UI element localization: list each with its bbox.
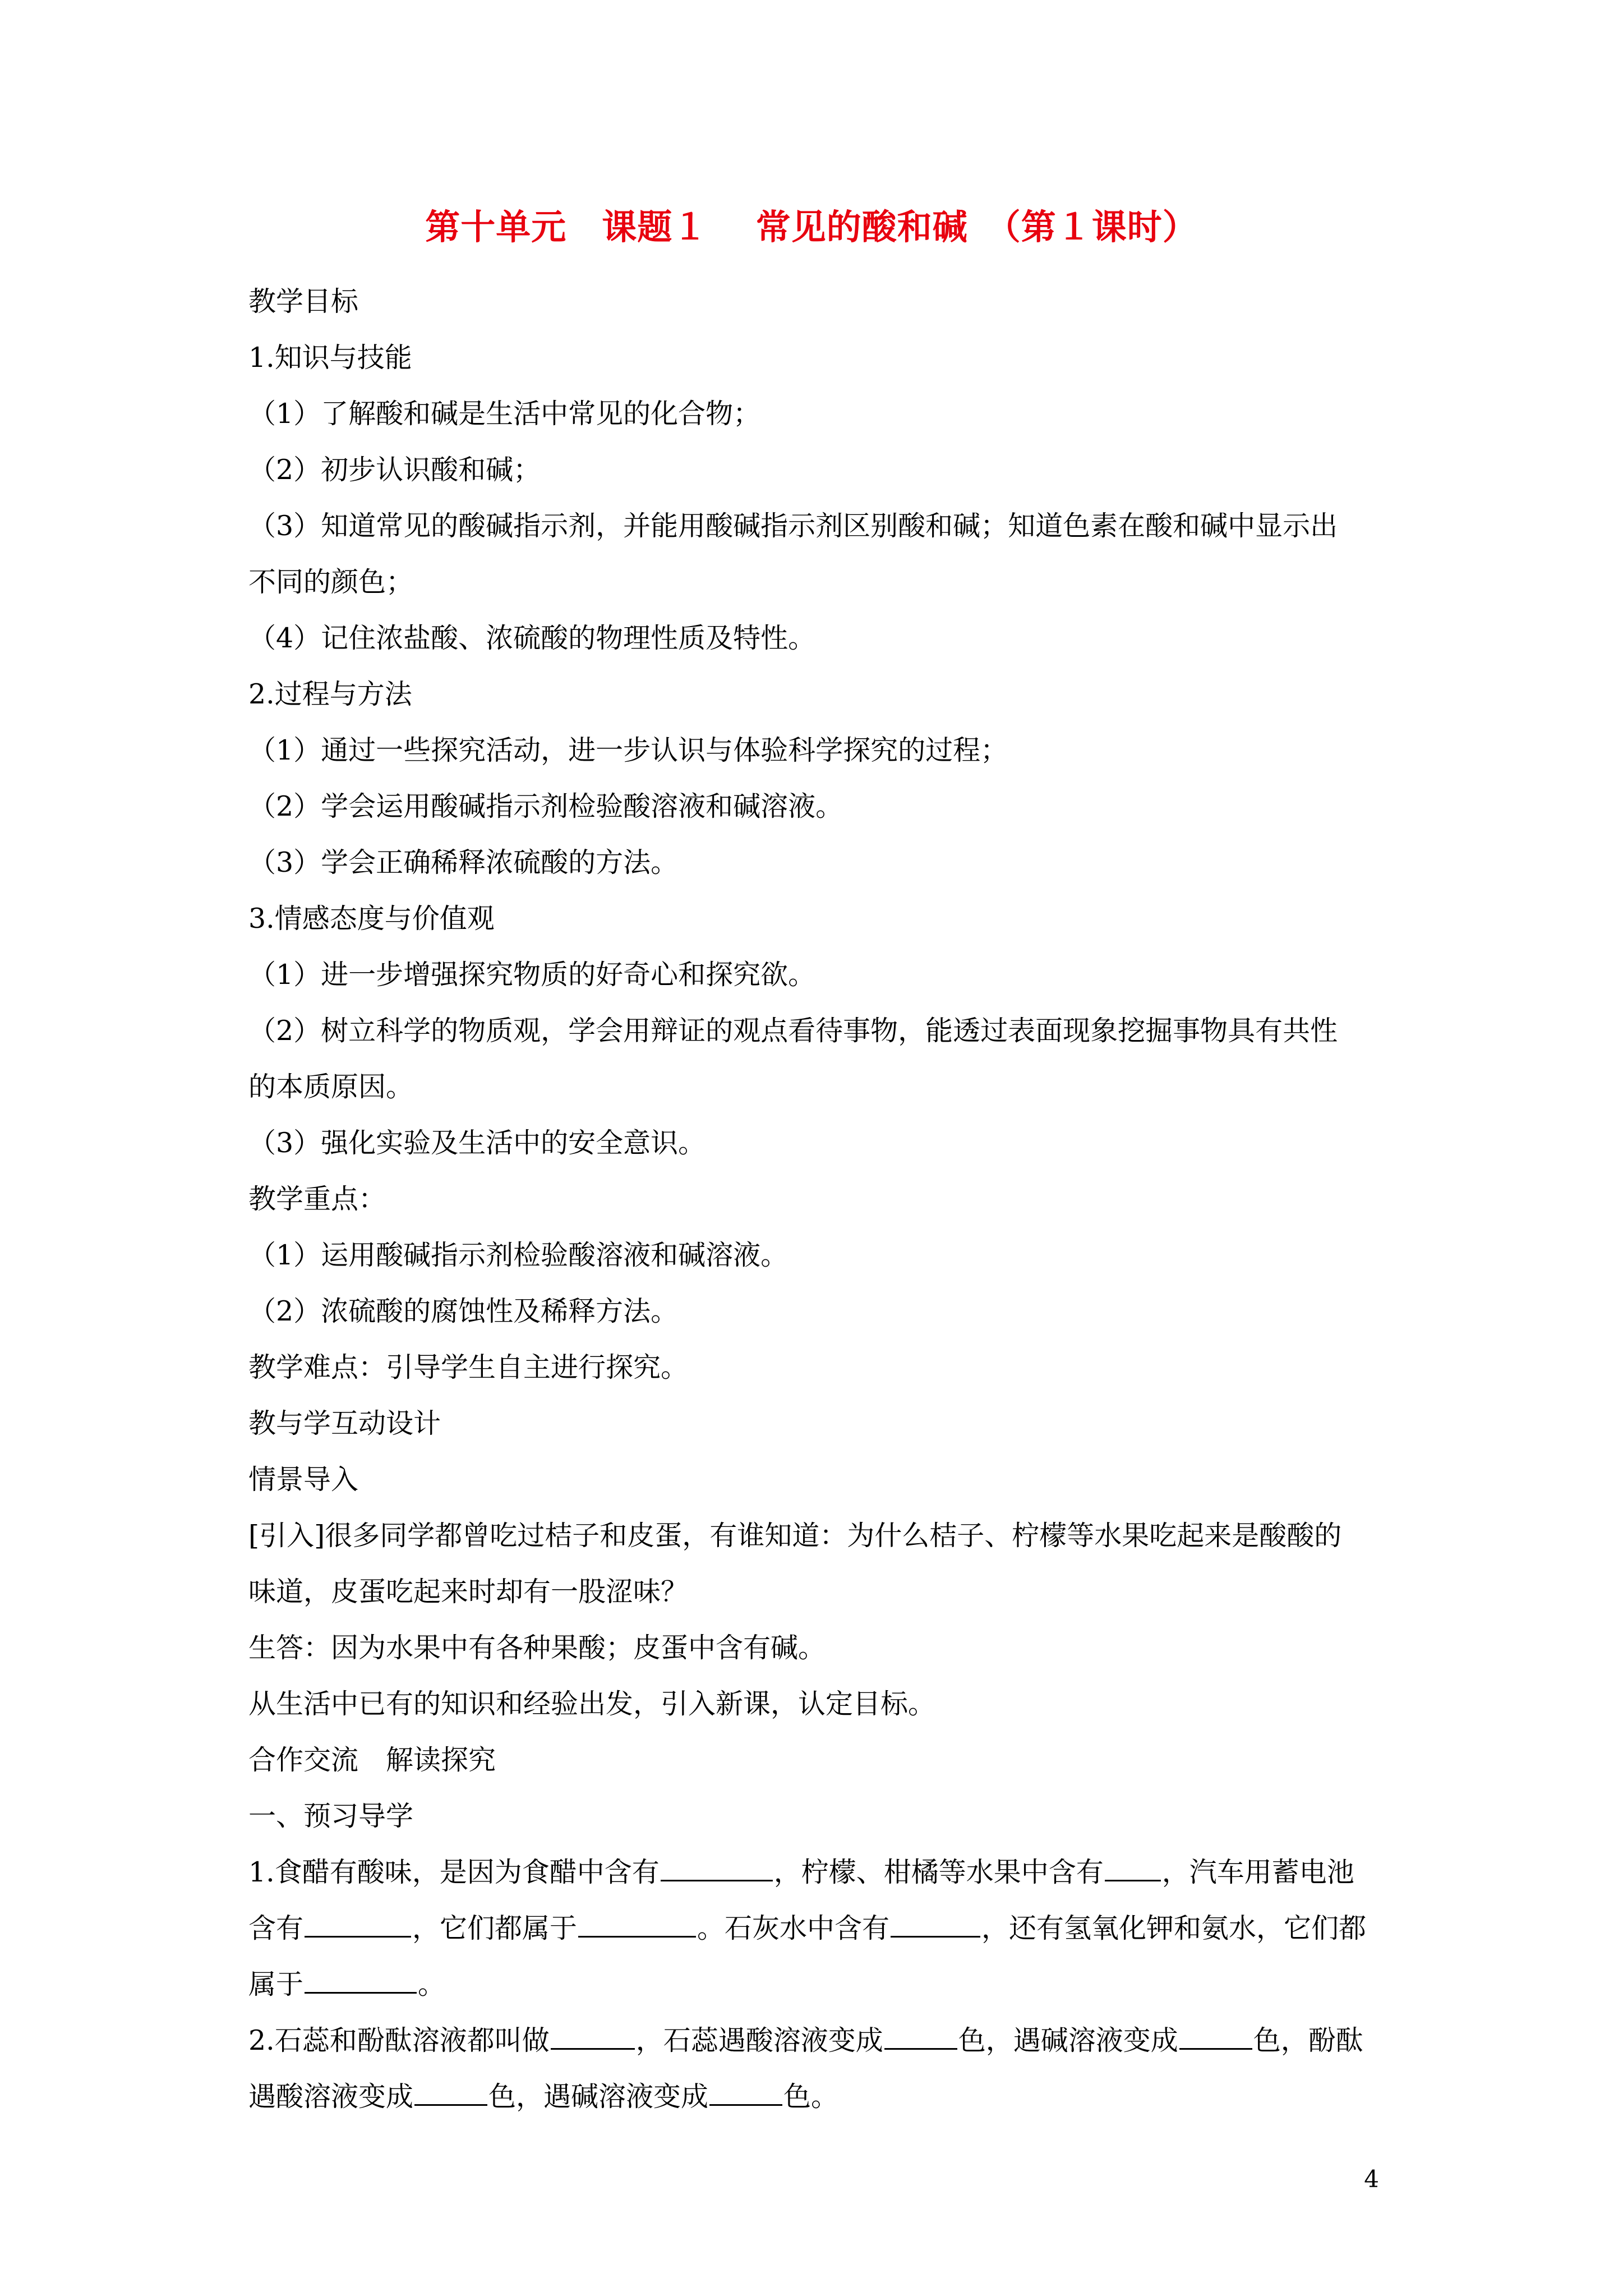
paragraph-line: （3）学会正确稀释浓硫酸的方法。 xyxy=(248,846,679,878)
section-heading: 情景导入 xyxy=(248,1464,359,1496)
subsection-heading: 2.过程与方法 xyxy=(248,678,412,710)
exercise-line xyxy=(248,2013,1393,2069)
subsection-heading: 3.情感态度与价值观 xyxy=(248,903,495,935)
answer-blank[interactable] xyxy=(578,1904,696,1938)
paragraph-line: （1）运用酸碱指示剂检验酸溶液和碱溶液。 xyxy=(248,1239,789,1271)
section-heading: 教学重点： xyxy=(248,1183,386,1215)
paragraph-line: 生答：因为水果中有各种果酸；皮蛋中含有碱。 xyxy=(248,1632,826,1664)
answer-blank[interactable] xyxy=(305,1904,411,1938)
page-number: 4 xyxy=(1364,2165,1379,2193)
paragraph-line: （2）学会运用酸碱指示剂检验酸溶液和碱溶液。 xyxy=(248,790,843,822)
answer-blank[interactable] xyxy=(661,1848,773,1881)
exercise-text: 属于 xyxy=(248,1968,304,2000)
answer-blank[interactable] xyxy=(891,1904,980,1938)
paragraph-line: （1）进一步增强探究物质的好奇心和探究欲。 xyxy=(248,959,816,991)
exercise-text: 色，酚酞 xyxy=(1253,2024,1363,2056)
exercise-text: 色，遇碱溶液变成 xyxy=(958,2024,1178,2056)
exercise-text: 遇酸溶液变成 xyxy=(248,2081,414,2113)
exercise-text: ，汽车用蓄电池 xyxy=(1161,1856,1354,1888)
paragraph-line: 的本质原因。 xyxy=(248,1071,414,1103)
answer-blank[interactable] xyxy=(1179,2017,1252,2050)
exercise-text: 色，遇碱溶液变成 xyxy=(488,2081,709,2113)
exercise-text: 2.石蕊和酚酞溶液都叫做 xyxy=(248,2024,550,2056)
page-title: 第十单元 课题１ 常见的酸和碱 （第１课时） xyxy=(425,206,1198,247)
exercise-text: 1.食醋有酸味，是因为食醋中含有 xyxy=(248,1856,660,1888)
paragraph-line: （1）通过一些探究活动，进一步认识与体验科学探究的过程； xyxy=(248,734,1008,766)
paragraph-line: （2）初步认识酸和碱； xyxy=(248,454,541,486)
answer-blank[interactable] xyxy=(709,2073,782,2106)
paragraph-line: （3）知道常见的酸碱指示剂，并能用酸碱指示剂区别酸和碱；知道色素在酸和碱中显示出 xyxy=(248,510,1338,542)
section-heading: 教与学互动设计 xyxy=(248,1407,441,1439)
exercise-line xyxy=(248,1844,1393,1901)
paragraph-line: （1）了解酸和碱是生活中常见的化合物； xyxy=(248,398,761,430)
paragraph-line: （3）强化实验及生活中的安全意识。 xyxy=(248,1127,706,1159)
paragraph-line: 味道，皮蛋吃起来时却有一股涩味？ xyxy=(248,1576,689,1608)
paragraph-line: 教学难点：引导学生自主进行探究。 xyxy=(248,1351,689,1383)
paragraph-line: [引入]很多同学都曾吃过桔子和皮蛋，有谁知道：为什么桔子、柠檬等水果吃起来是酸酸的 xyxy=(248,1520,1342,1552)
answer-blank[interactable] xyxy=(305,1961,417,1994)
exercise-text: 含有 xyxy=(248,1912,304,1944)
subsection-heading: 1.知识与技能 xyxy=(248,342,412,374)
section-heading: 教学目标 xyxy=(248,286,359,318)
exercise-line xyxy=(248,2069,1393,2125)
answer-blank[interactable] xyxy=(884,2017,957,2050)
exercise-text: ，它们都属于 xyxy=(412,1912,578,1944)
paragraph-line: （4）记住浓盐酸、浓硫酸的物理性质及特性。 xyxy=(248,622,816,654)
section-heading: 合作交流 解读探究 xyxy=(248,1744,496,1776)
exercise-text: ，石蕊遇酸溶液变成 xyxy=(635,2024,883,2056)
answer-blank[interactable] xyxy=(414,2073,487,2106)
exercise-line xyxy=(248,1957,1393,2013)
section-heading: 一、预习导学 xyxy=(248,1800,414,1832)
exercise-text: 色。 xyxy=(783,2081,839,2113)
paragraph-line: （2）浓硫酸的腐蚀性及稀释方法。 xyxy=(248,1295,679,1327)
paragraph-line: （2）树立科学的物质观，学会用辩证的观点看待事物，能透过表面现象挖掘事物具有共性 xyxy=(248,1015,1338,1047)
exercise-text: ，柠檬、柑橘等水果中含有 xyxy=(773,1856,1104,1888)
paragraph-line: 不同的颜色； xyxy=(248,566,414,598)
paragraph-line: 从生活中已有的知识和经验出发，引入新课，认定目标。 xyxy=(248,1688,936,1720)
exercise-text: 。石灰水中含有 xyxy=(697,1912,890,1944)
exercise-text: 。 xyxy=(418,1968,446,2000)
body-text xyxy=(248,274,1393,2125)
exercise-line xyxy=(248,1901,1393,1957)
exercise-text: ，还有氢氧化钾和氨水，它们都 xyxy=(981,1912,1367,1944)
answer-blank[interactable] xyxy=(1105,1848,1161,1881)
answer-blank[interactable] xyxy=(551,2017,635,2050)
